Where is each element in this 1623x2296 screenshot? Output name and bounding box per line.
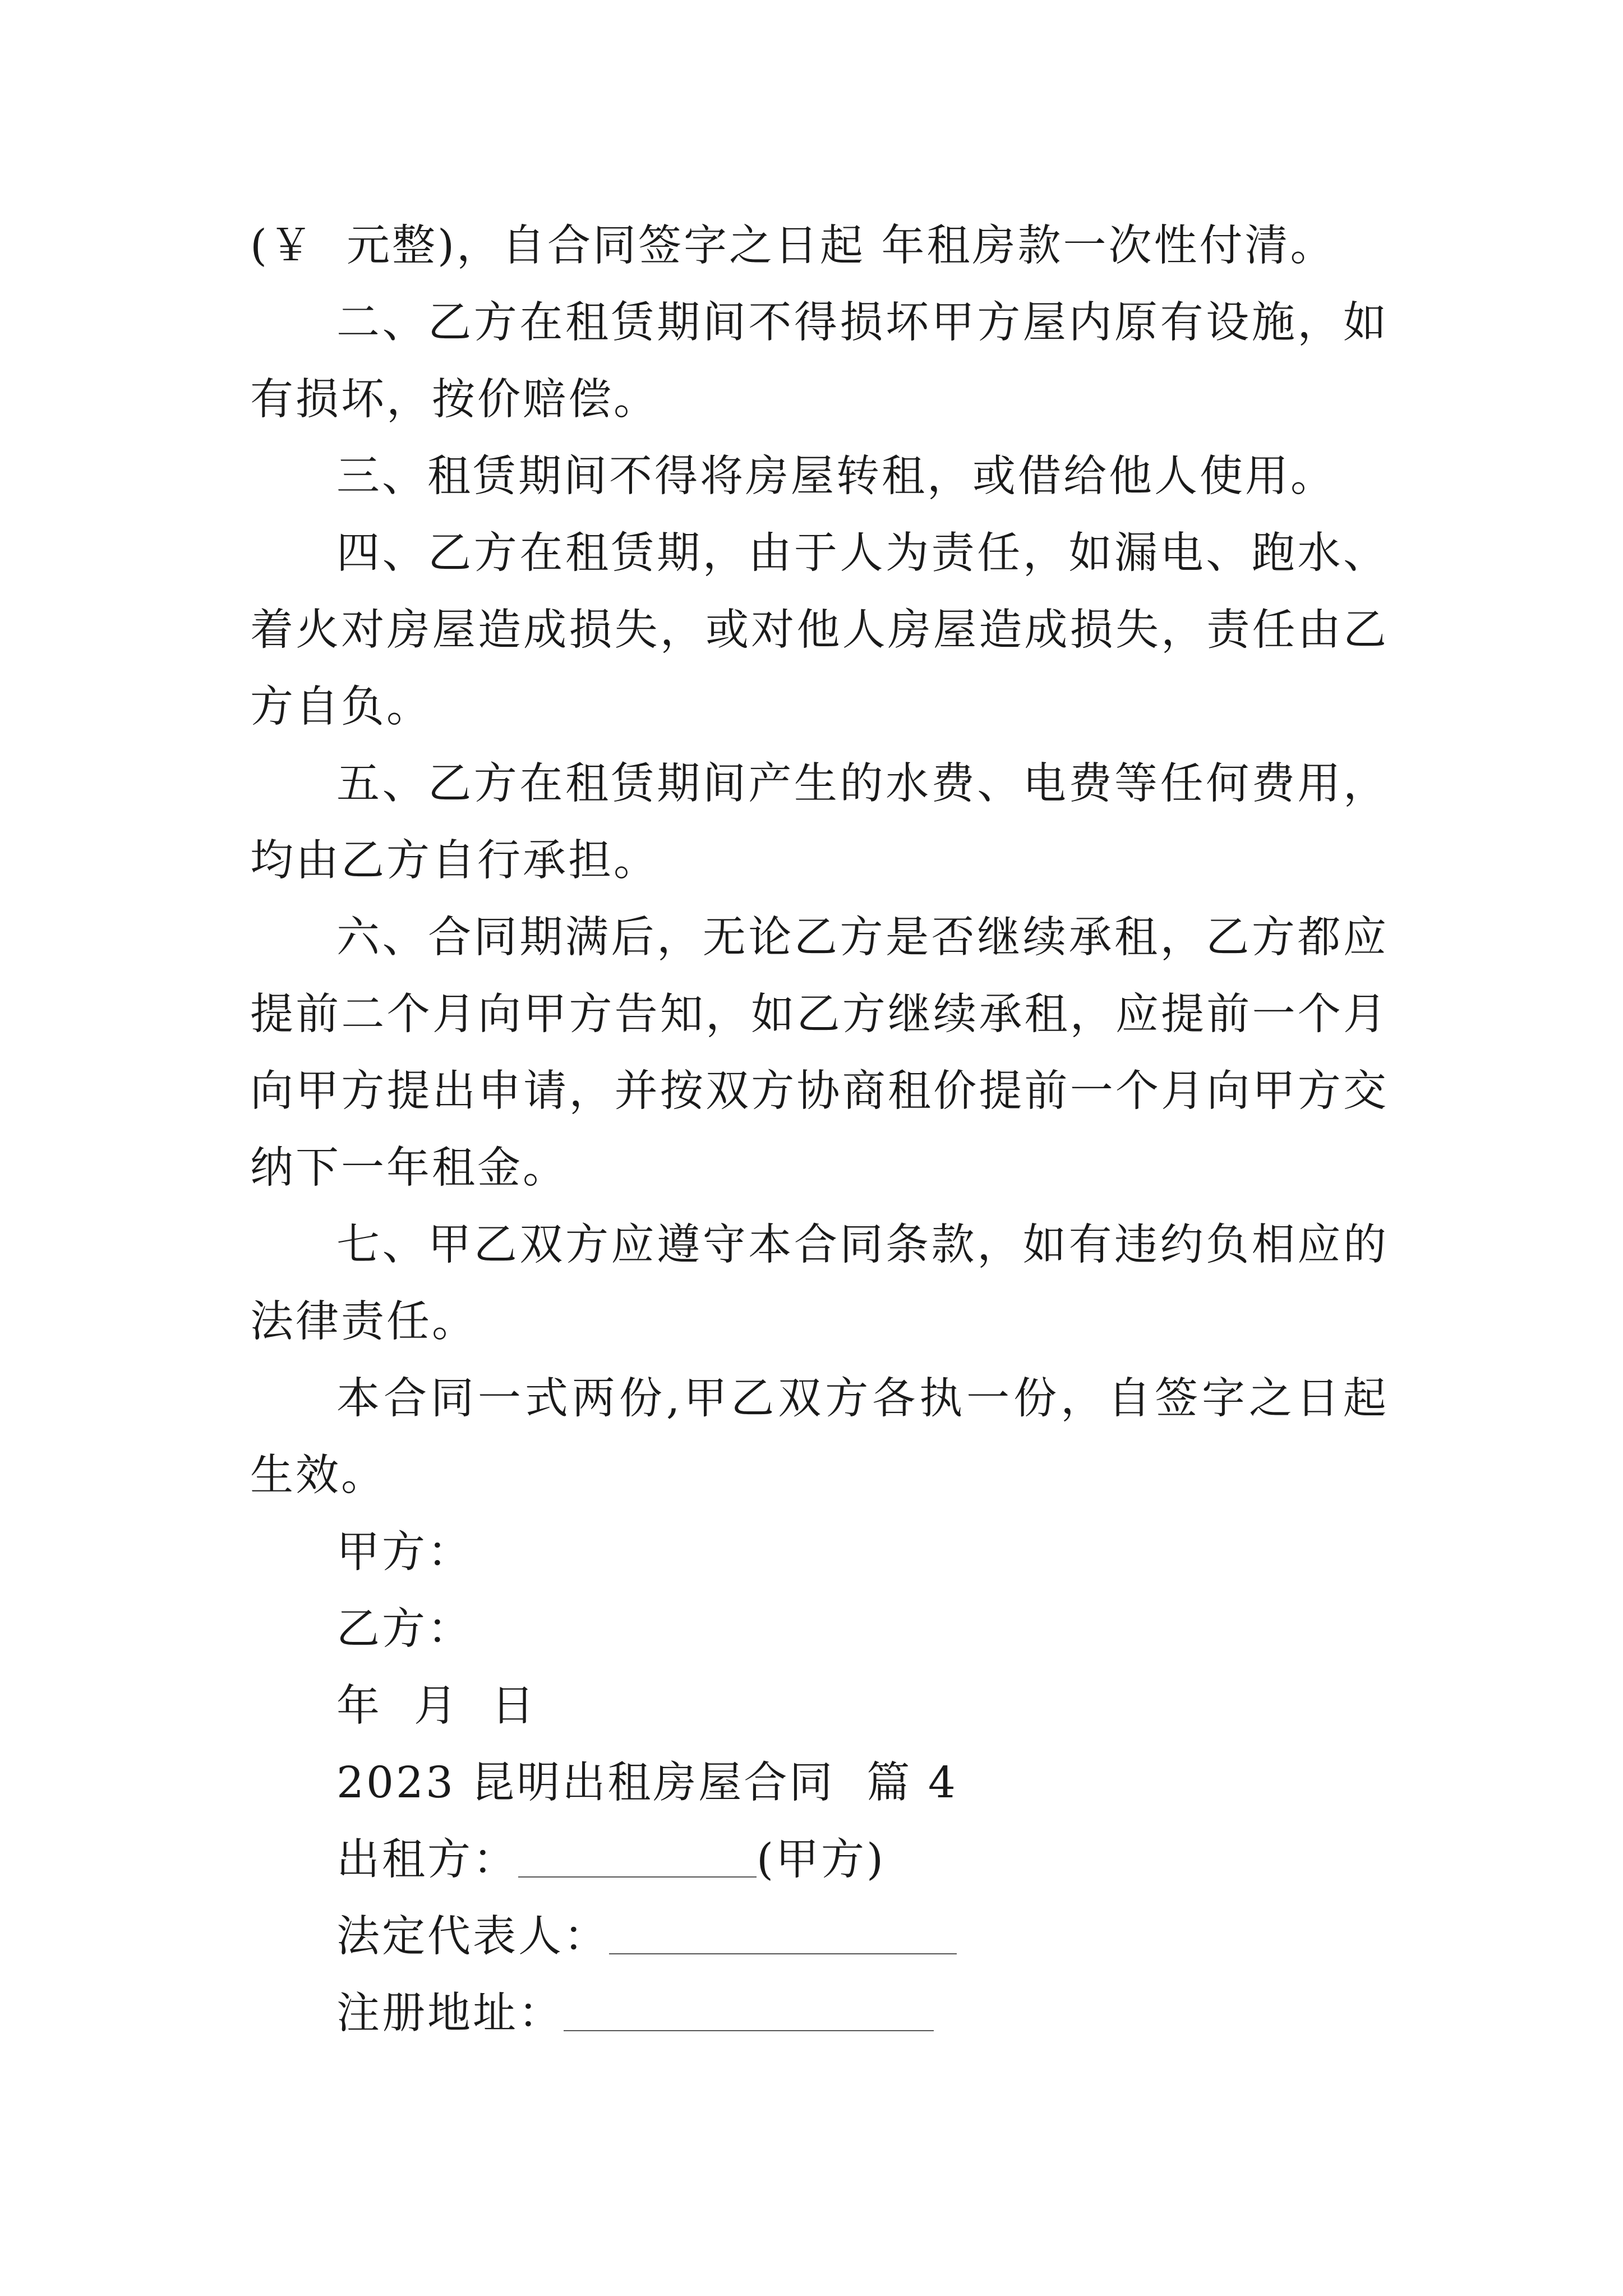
section-title: 2023 昆明出租房屋合同 篇 4 <box>336 1758 958 1808</box>
legal-rep-line <box>250 1898 1389 1975</box>
clause-5-utilities: 五、乙方在租赁期间产生的水费、电费等任何费用，均由乙方自行承担。 <box>250 759 1389 886</box>
lessor-line <box>250 1821 1389 1898</box>
clause-4-liability: 四、乙方在租赁期，由于人为责任，如漏电、跑水、着火对房屋造成损失，或对他人房屋造成损失，责任由乙方自负。 <box>250 528 1389 732</box>
registered-address-label: 注册地址： <box>336 1989 564 2039</box>
clause-3-sublet: 三、租赁期间不得将房屋转租，或借给他人使用。 <box>336 452 1336 501</box>
payment-clause-continuation: (￥ 元整)，自合同签字之日起 年租房款一次性付清。 <box>250 221 1336 271</box>
party-a-label: 甲方： <box>336 1527 473 1577</box>
party-a-line <box>250 1514 1389 1591</box>
legal-rep-blank <box>609 1918 957 1954</box>
date-line: 年 月 日 <box>336 1681 537 1731</box>
clause-7-breach: 七、甲乙双方应遵守本合同条款，如有违约负相应的法律责任。 <box>250 1220 1389 1347</box>
contract-body <box>250 208 1389 2052</box>
party-b-label: 乙方： <box>336 1604 473 1654</box>
registered-address-line <box>250 1975 1389 2052</box>
clause-6-renewal: 六、合同期满后，无论乙方是否继续承租，乙方都应提前二个月向甲方告知，如乙方继续承租，应提前一个月向甲方提出申请，并按双方协商租价提前一个月向甲方交纳下一年租金。 <box>250 913 1389 1193</box>
clause-copies: 本合同一式两份,甲乙双方各执一份，自签字之日起生效。 <box>250 1374 1389 1501</box>
registered-address-blank <box>564 1995 934 2031</box>
lessor-blank <box>518 1842 757 1878</box>
legal-rep-label: 法定代表人： <box>336 1912 609 1962</box>
clause-2-damage: 二、乙方在租赁期间不得损坏甲方屋内原有设施，如有损坏，按价赔偿。 <box>250 298 1389 425</box>
party-b-line <box>250 1591 1389 1668</box>
lessor-suffix: (甲方) <box>757 1835 886 1885</box>
lessor-label: 出租方： <box>336 1835 518 1885</box>
